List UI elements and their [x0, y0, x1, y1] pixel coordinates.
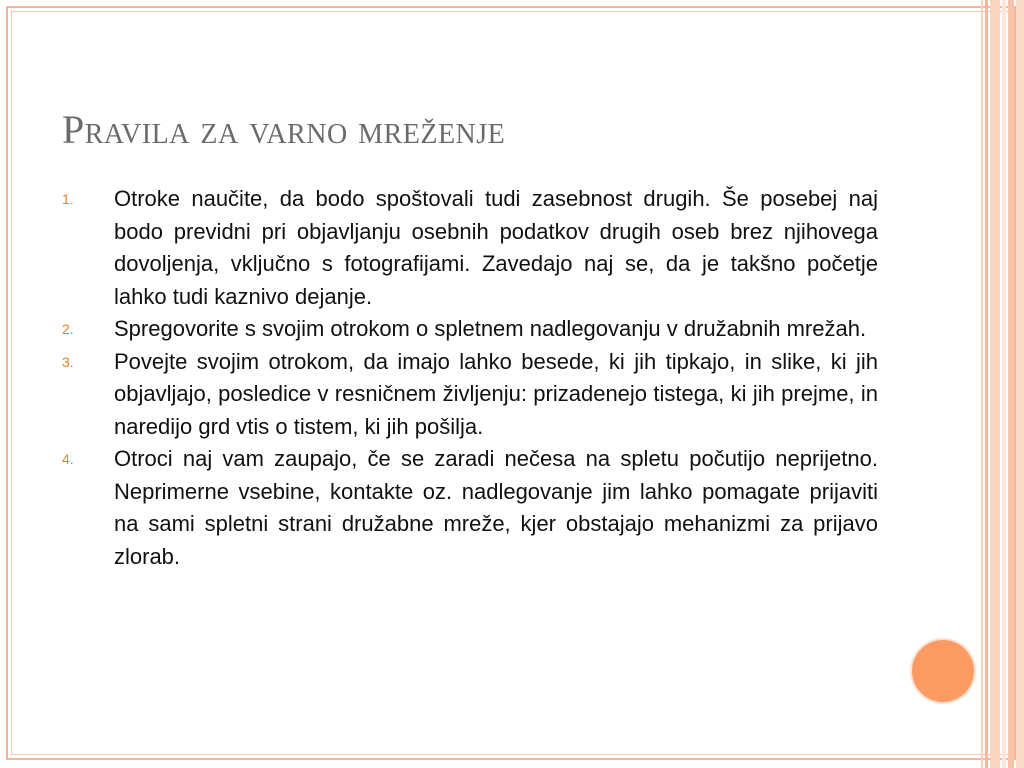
- list-item: [62, 183, 878, 313]
- decorative-circle: [912, 640, 974, 702]
- list-item-text: Spregovorite s svojim otrokom o spletnem nadlegovanju v družabnih mrežah.: [114, 316, 867, 341]
- list-number: 2.: [62, 321, 74, 337]
- list-item-text: Otroci naj vam zaupajo, če se zaradi nečesa na spletu počutijo neprijetno. Neprimerne vsebine, kontakte oz. nadlegovanje jim lahko pomagate prijaviti na sami spletni strani družabne mreže, kjer obstajajo mehanizmi za prijavo zlorab.: [114, 446, 878, 569]
- stripe: [981, 0, 983, 768]
- list-item-text: Povejte svojim otrokom, da imajo lahko besede, ki jih tipkajo, in slike, ki jih objavljajo, posledice v resničnem življenju: prizadenejo tistega, ki jih prejme, in naredijo grd vtis o tistem, ki jih pošilja.: [114, 348, 878, 439]
- stripe: [990, 0, 1000, 768]
- rules-list: [62, 183, 878, 573]
- list-number: 3.: [62, 353, 74, 370]
- decorative-stripes: [978, 0, 1024, 768]
- slide-title: Pravila za varno mreženje: [62, 107, 506, 152]
- list-number: 1.: [62, 191, 74, 207]
- stripe: [985, 0, 988, 768]
- list-item: [62, 313, 878, 346]
- stripe: [1002, 0, 1006, 768]
- stripe: [1016, 0, 1024, 768]
- list-item: [62, 443, 878, 573]
- list-number: 4.: [62, 451, 74, 467]
- list-item-text: Otroke naučite, da bodo spoštovali tudi zasebnost drugih. Še posebej naj bodo previdni pri objavljanju osebnih podatkov drugih oseb brez njihovega dovoljenja, vključno s fotografijami. Zavedajo naj se, da je takšno početje lahko tudi kaznivo dejanje.: [114, 186, 878, 309]
- stripe: [1008, 0, 1014, 768]
- list-item: [62, 346, 878, 444]
